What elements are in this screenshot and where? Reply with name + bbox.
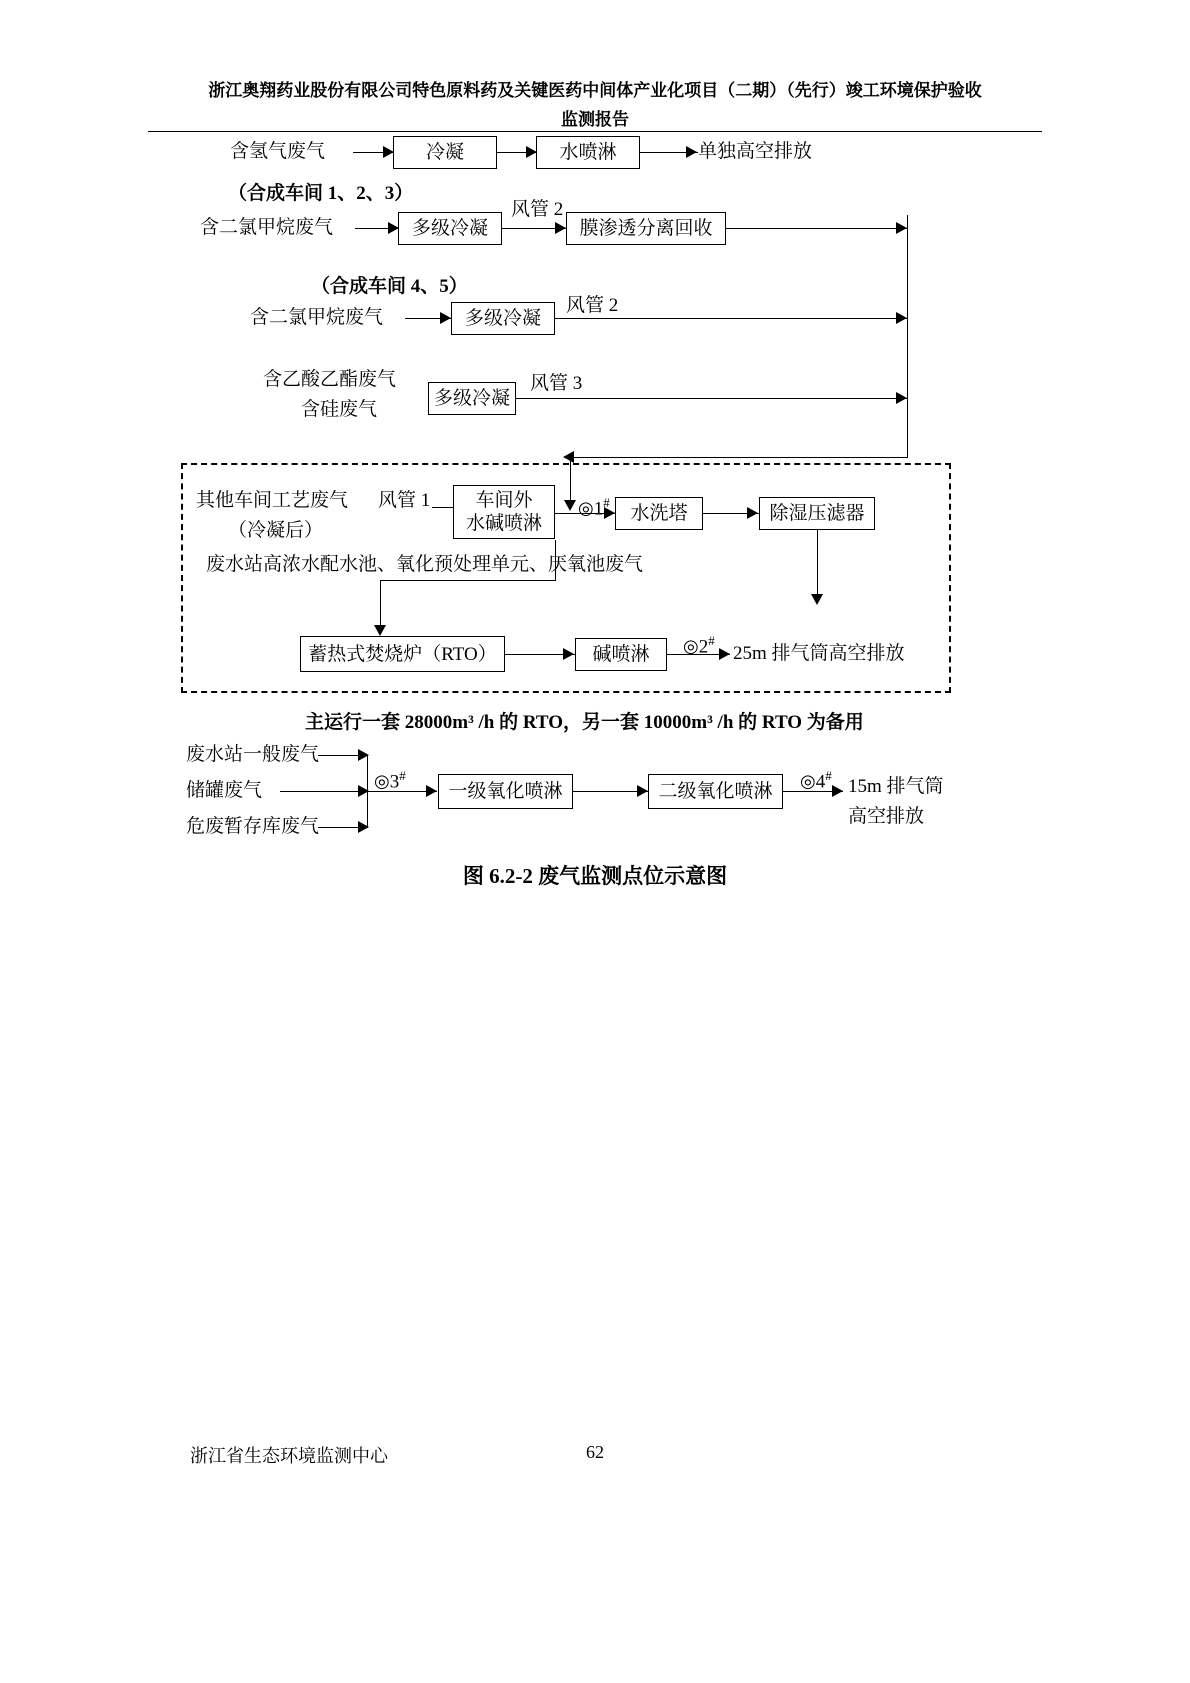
figure-caption: 图 6.2-2 废气监测点位示意图 <box>462 864 728 888</box>
row3-unit-multistage-condense: 多级冷凝 <box>451 302 555 335</box>
bus-arrow-left <box>563 451 574 463</box>
bus-horizontal-to-block <box>570 457 908 458</box>
row5-line-2 <box>280 791 368 792</box>
document-header <box>148 76 1042 134</box>
row2-line-to-bus <box>726 228 908 229</box>
row5-source-3: 危废暂存库废气 <box>186 816 320 837</box>
row5-source-1: 废水站一般废气 <box>186 744 320 765</box>
monitoring-point-1-icon: ◎ <box>578 498 594 519</box>
rto-source1-line1: 其他车间工艺废气 <box>196 490 349 511</box>
rto-capacity-note: 主运行一套 28000m³ /h 的 RTO，另一套 10000m³ /h 的 RTO 为备用 <box>305 712 864 733</box>
row4-source-label-1: 含乙酸乙酯废气 <box>263 369 397 390</box>
rto-unit-outdoor-spray <box>453 485 555 539</box>
row1-outlet-label: 单独高空排放 <box>698 141 813 162</box>
row2-duct-label: 风管 2 <box>511 199 564 220</box>
row4-unit-multistage-condense: 多级冷凝 <box>428 382 516 415</box>
row5-unit-primary-oxidation-spray: 一级氧化喷淋 <box>438 774 573 809</box>
row5-outlet-line1: 15m 排气筒 <box>848 776 944 797</box>
rto-unit-incinerator: 蓄热式焚烧炉（RTO） <box>300 636 505 672</box>
row3-source-label: 含二氯甲烷废气 <box>250 307 384 328</box>
rto-arrow-to-stack <box>719 648 730 660</box>
row4-source-label-2: 含硅废气 <box>301 399 378 420</box>
rto-spray-down-vertical <box>555 540 556 581</box>
rto-outlet-label: 25m 排气筒高空排放 <box>733 643 905 664</box>
rto-unit-water-wash-tower: 水洗塔 <box>615 497 703 530</box>
row2-source-label: 含二氯甲烷废气 <box>200 217 334 238</box>
row5-arrow-to-unit1 <box>426 785 437 797</box>
rto-source1-line2: （冷凝后） <box>228 520 324 541</box>
row5-unit-secondary-oxidation-spray: 二级氧化喷淋 <box>648 774 783 809</box>
row4-line-to-bus <box>516 398 908 399</box>
rto-source2-label: 废水站高浓水配水池、氧化预处理单元、厌氧池废气 <box>206 554 644 575</box>
monitoring-point-2-icon: ◎ <box>683 636 699 657</box>
header-line-1: 浙江奥翔药业股份有限公司特色原料药及关键医药中间体产业化项目（二期）（先行）竣工环境保护验收 <box>208 81 982 100</box>
rto-arrow-to-alkali <box>563 648 574 660</box>
row4-duct-label: 风管 3 <box>530 373 583 394</box>
header-divider <box>148 131 1042 132</box>
monitoring-point-2: ◎2# <box>683 633 715 658</box>
row2-arrow-head-2 <box>555 222 566 234</box>
row1-arrow-head-3 <box>686 146 697 158</box>
row1-unit-condense: 冷凝 <box>393 136 497 169</box>
header-line-2: 监测报告 <box>561 110 629 129</box>
rto-source2-horizontal <box>380 580 555 581</box>
row3-duct-label: 风管 2 <box>566 295 619 316</box>
row5-source-2: 储罐废气 <box>186 780 263 801</box>
rto-filter-arrow-down <box>811 594 823 605</box>
rto-arrow-to-filter <box>747 507 758 519</box>
row5-arrow-unit1-to-unit2 <box>637 785 648 797</box>
rto-unit-dehumid-filter: 除湿压滤器 <box>759 497 875 530</box>
row1-unit-water-spray: 水喷淋 <box>536 136 640 169</box>
row2-unit-multistage-condense: 多级冷凝 <box>398 212 502 245</box>
row5-arrow-to-outlet <box>832 785 843 797</box>
row3-arrow-head-2 <box>896 312 907 324</box>
rto-unit-alkali-spray: 碱喷淋 <box>575 638 667 671</box>
rto-source2-arrow-down <box>374 625 386 636</box>
rto-filter-down-vertical <box>817 530 818 602</box>
monitoring-point-3-icon: ◎ <box>374 771 390 792</box>
workshop-label-45: （合成车间 4、5） <box>311 276 468 297</box>
rto-arrow-to-wash <box>604 507 615 519</box>
row4-arrow-head <box>896 392 907 404</box>
rto-unit-outdoor-spray-line1: 车间外 <box>475 490 533 511</box>
row2-unit-membrane: 膜渗透分离回收 <box>566 212 726 245</box>
footer-page-number: 62 <box>586 1442 604 1462</box>
footer-organization: 浙江省生态环境监测中心 <box>190 1446 388 1466</box>
row3-arrow-head-1 <box>440 312 451 324</box>
rto-unit-outdoor-spray-line2: 水碱喷淋 <box>465 513 542 534</box>
right-bus-vertical <box>907 215 908 458</box>
monitoring-point-1: ◎1# <box>578 495 610 520</box>
monitoring-point-3: ◎3# <box>374 768 406 793</box>
row3-line-to-bus <box>555 318 908 319</box>
rto-line-duct-to-spray <box>432 507 454 508</box>
row5-outlet-line2: 高空排放 <box>848 806 925 827</box>
monitoring-point-4-icon: ◎ <box>800 771 816 792</box>
row1-source-label: 含氢气废气 <box>230 141 326 162</box>
rto-duct1-label: 风管 1 <box>378 490 431 511</box>
monitoring-point-4: ◎4# <box>800 768 832 793</box>
row2-arrow-head-3 <box>896 222 907 234</box>
workshop-label-123: （合成车间 1、2、3） <box>228 183 414 204</box>
